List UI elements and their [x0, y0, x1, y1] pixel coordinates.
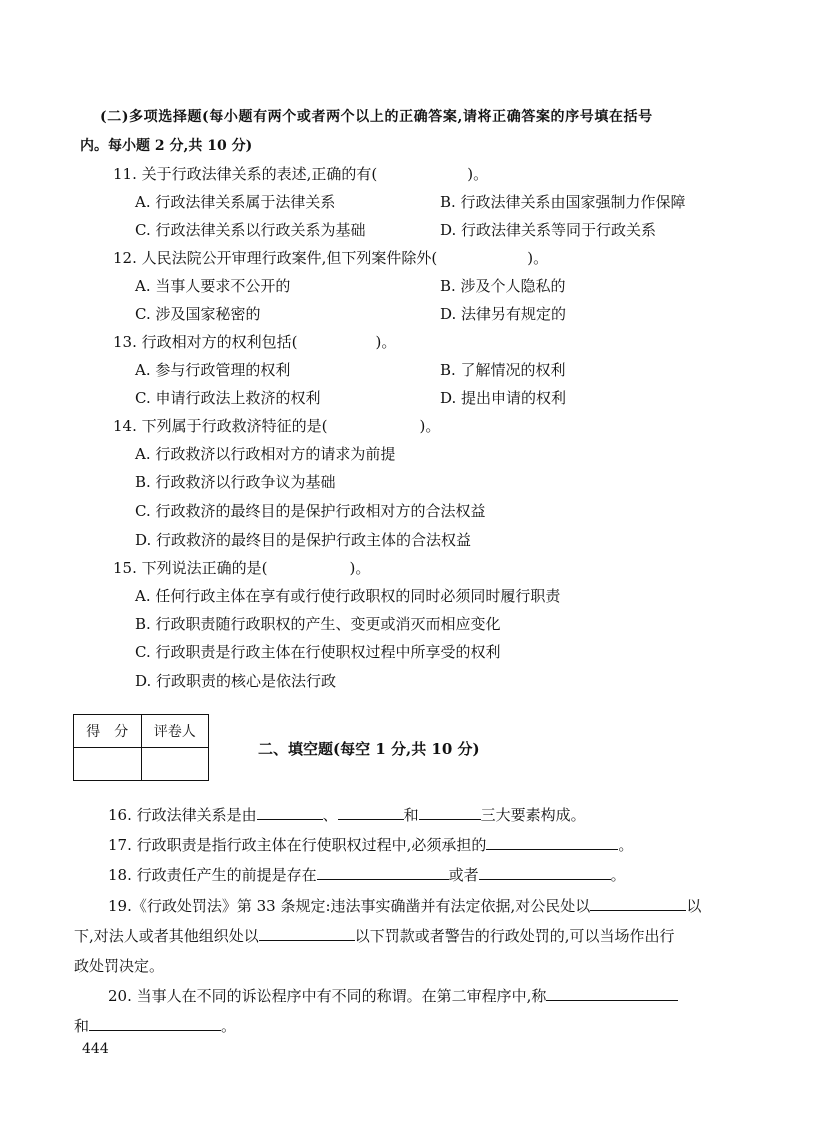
question-11-close: )。	[467, 165, 489, 183]
question-13-option-c: C. 申请行政法上救济的权利	[135, 389, 321, 407]
question-11-stem: 11. 关于行政法律关系的表述,正确的有(	[113, 165, 378, 183]
question-11-option-a: A. 行政法律关系属于法律关系	[135, 193, 336, 211]
question-19-text-3: 下,对法人或者其他组织处以	[74, 927, 259, 945]
question-19-text-1: 19.《行政处罚法》第 33 条规定:违法事实确凿并有法定依据,对公民处以	[108, 897, 591, 915]
question-19-line-2	[74, 926, 675, 946]
score-header: 得 分	[74, 715, 142, 748]
question-16-blank-3[interactable]	[419, 805, 481, 820]
question-20-text-3: 。	[221, 1017, 237, 1035]
question-18-blank-2[interactable]	[479, 865, 611, 880]
question-17-blank-1[interactable]	[486, 835, 618, 850]
question-14-close: )。	[419, 417, 441, 435]
question-16	[108, 805, 586, 825]
question-12-option-c: C. 涉及国家秘密的	[135, 305, 261, 323]
question-19-blank-1[interactable]	[590, 896, 686, 911]
question-14	[113, 416, 440, 436]
question-20-text-2: 和	[74, 1017, 90, 1035]
grader-header: 评卷人	[141, 715, 208, 748]
question-14-option-b: B. 行政救济以行政争议为基础	[135, 473, 336, 491]
question-20-text-1: 20. 当事人在不同的诉讼程序中有不同的称谓。在第二审程序中,称	[108, 987, 547, 1005]
question-19	[108, 896, 701, 916]
question-16-text-4: 三大要素构成。	[480, 806, 586, 824]
question-12	[113, 248, 548, 268]
question-11	[113, 164, 488, 184]
question-19-blank-2[interactable]	[259, 926, 355, 941]
question-15-option-c: C. 行政职责是行政主体在行使职权过程中所享受的权利	[135, 643, 501, 661]
question-15-option-d: D. 行政职责的核心是依法行政	[135, 672, 337, 690]
question-15-option-a: A. 任何行政主体在享有或行使行政职权的同时必须同时履行职责	[135, 587, 561, 605]
question-20-blank-1[interactable]	[546, 986, 678, 1001]
question-13-option-a: A. 参与行政管理的权利	[135, 361, 291, 379]
question-13	[113, 332, 396, 352]
multi-choice-intro: (二)多项选择题(每小题有两个或者两个以上的正确答案,请将正确答案的序号填在括号	[100, 109, 653, 125]
question-18-text-3: 。	[610, 866, 626, 884]
question-14-stem: 14. 下列属于行政救济特征的是(	[113, 417, 328, 435]
question-20-line-2	[74, 1016, 236, 1036]
question-20	[108, 986, 678, 1006]
question-14-option-c: C. 行政救济的最终目的是保护行政相对方的合法权益	[135, 502, 486, 520]
question-14-option-d: D. 行政救济的最终目的是保护行政主体的合法权益	[135, 531, 472, 549]
score-cell[interactable]	[74, 748, 142, 781]
question-18-blank-1[interactable]	[317, 865, 449, 880]
question-12-close: )。	[527, 249, 549, 267]
question-16-blank-2[interactable]	[338, 805, 404, 820]
multi-choice-intro-cont: 内。每小题 2 分,共 10 分)	[80, 138, 253, 154]
question-17	[108, 835, 633, 855]
question-11-option-b: B. 行政法律关系由国家强制力作保障	[440, 193, 686, 211]
question-12-option-d: D. 法律另有规定的	[440, 305, 567, 323]
question-15-stem: 15. 下列说法正确的是(	[113, 559, 268, 577]
question-16-text-3: 和	[403, 806, 419, 824]
question-16-blank-1[interactable]	[257, 805, 323, 820]
question-12-stem: 12. 人民法院公开审理行政案件,但下列案件除外(	[113, 249, 438, 267]
question-13-option-b: B. 了解情况的权利	[440, 361, 566, 379]
question-18-text-1: 18. 行政责任产生的前提是存在	[108, 866, 317, 884]
question-11-option-d: D. 行政法律关系等同于行政关系	[440, 221, 657, 239]
question-16-text-2: 、	[322, 806, 338, 824]
question-15-option-b: B. 行政职责随行政职权的产生、变更或消灭而相应变化	[135, 615, 501, 633]
question-11-option-c: C. 行政法律关系以行政关系为基础	[135, 221, 366, 239]
question-12-option-b: B. 涉及个人隐私的	[440, 277, 566, 295]
question-15-close: )。	[349, 559, 371, 577]
question-17-text-1: 17. 行政职责是指行政主体在行使职权过程中,必须承担的	[108, 836, 487, 854]
page-number: 444	[82, 1041, 109, 1057]
question-17-text-2: 。	[618, 836, 634, 854]
question-13-close: )。	[375, 333, 397, 351]
question-14-option-a: A. 行政救济以行政相对方的请求为前提	[135, 445, 396, 463]
question-15	[113, 558, 370, 578]
question-18-text-2: 或者	[448, 866, 479, 884]
grader-cell[interactable]	[141, 748, 208, 781]
question-18	[108, 865, 626, 885]
question-12-option-a: A. 当事人要求不公开的	[135, 277, 291, 295]
question-13-option-d: D. 提出申请的权利	[440, 389, 567, 407]
question-19-text-5: 政处罚决定。	[74, 957, 165, 975]
question-16-text-1: 16. 行政法律关系是由	[108, 806, 257, 824]
score-table	[73, 714, 209, 781]
question-13-stem: 13. 行政相对方的权利包括(	[113, 333, 298, 351]
question-19-text-2: 以	[686, 897, 702, 915]
question-20-blank-2[interactable]	[89, 1016, 221, 1031]
question-19-text-4: 以下罚款或者警告的行政处罚的,可以当场作出行	[354, 927, 675, 945]
fill-blank-section-title: 二、填空题(每空 1 分,共 10 分)	[258, 740, 480, 758]
